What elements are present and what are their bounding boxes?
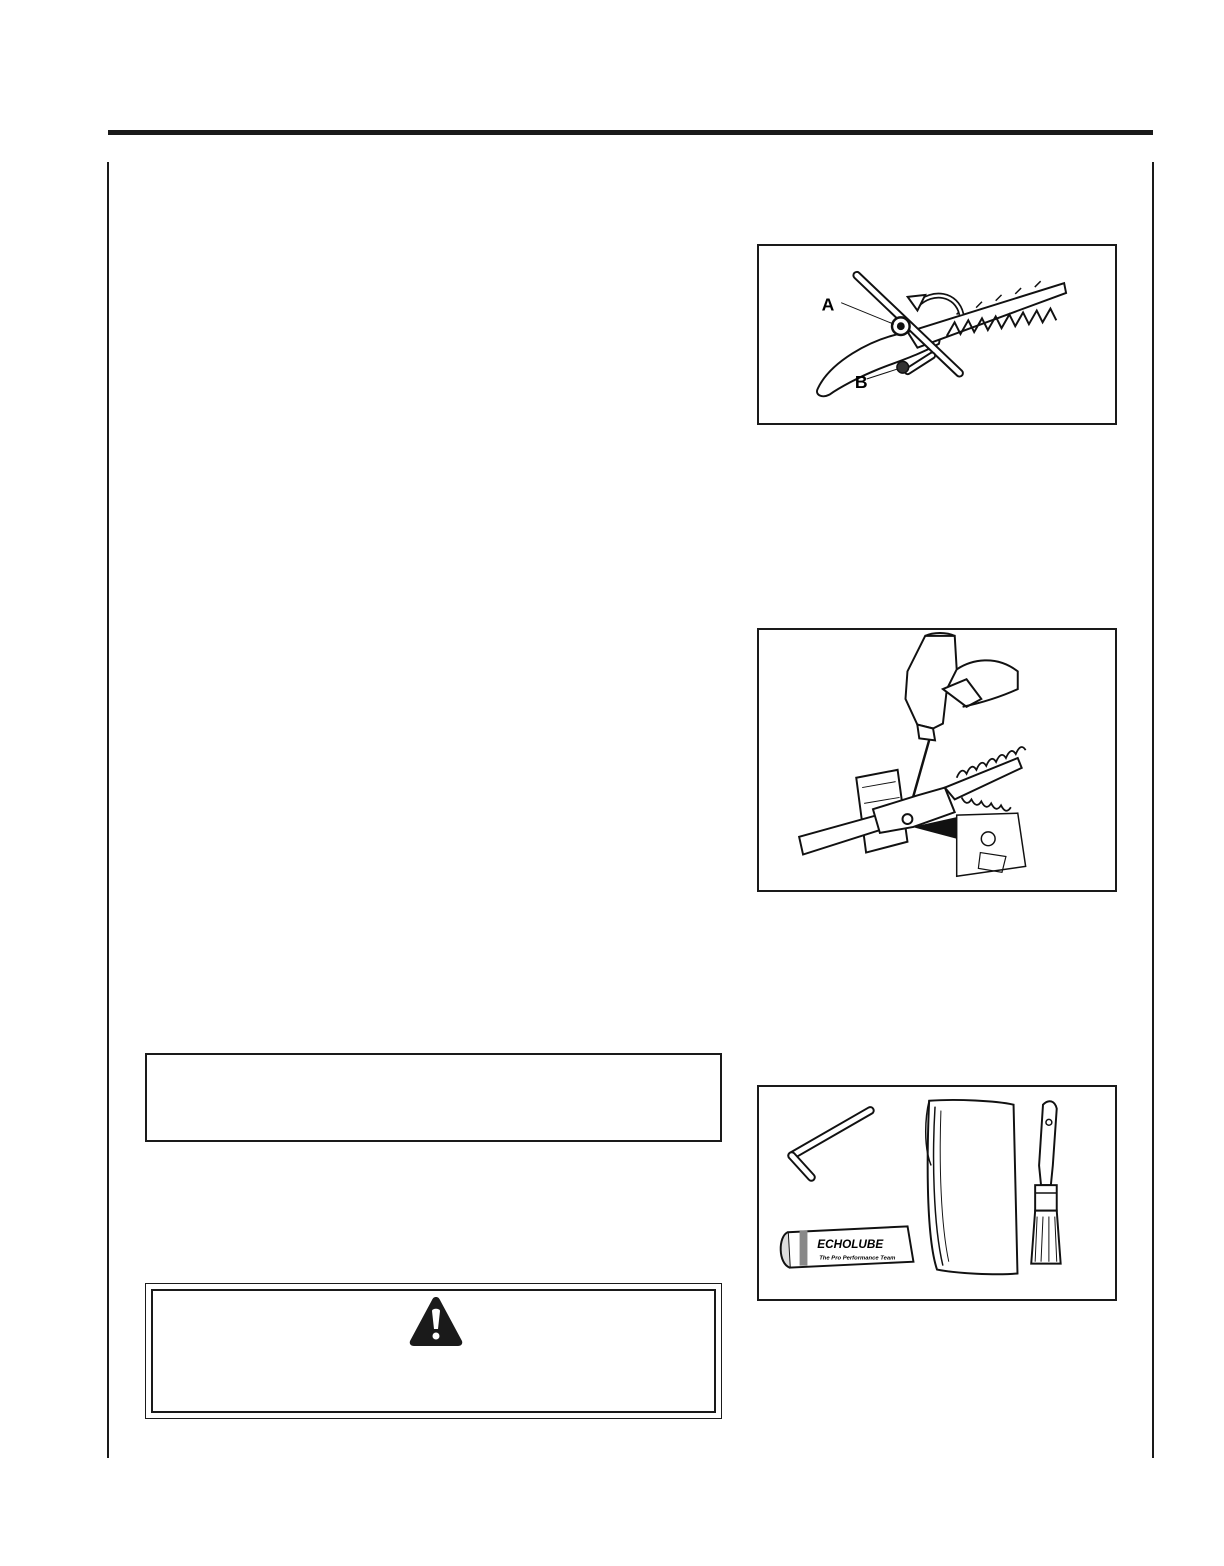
warning-box	[145, 1283, 722, 1419]
blade-icon	[945, 747, 1026, 811]
lock-nut-icon	[897, 361, 909, 373]
callout-b: B	[854, 371, 868, 392]
callout-a: A	[821, 294, 835, 315]
maintenance-kit-illustration	[759, 1087, 1115, 1299]
blade-adjustment-illustration	[759, 246, 1115, 423]
right-margin-line	[1152, 162, 1154, 1458]
rotation-arrow-icon	[908, 295, 962, 315]
tube-brand: ECHOLUBE	[817, 1237, 884, 1251]
blade-icon	[908, 281, 1066, 347]
note-box	[145, 1053, 722, 1142]
tube-slogan: The Pro Performance Team	[819, 1255, 896, 1262]
paint-brush-icon	[1031, 1101, 1060, 1263]
warning-triangle-icon	[408, 1295, 464, 1347]
figure-maintenance-kit	[757, 1085, 1117, 1301]
header-rule	[108, 130, 1153, 135]
hex-wrench-icon	[792, 1111, 871, 1178]
cloth-rag-icon	[926, 1100, 1018, 1274]
figure-blade-adjustment	[757, 244, 1117, 425]
grease-tube-icon	[781, 1226, 914, 1267]
left-margin-line	[107, 162, 109, 1458]
grease-fitting-icon	[903, 814, 913, 824]
grease-gun-illustration	[759, 630, 1115, 890]
figure-grease-gun	[757, 628, 1117, 892]
